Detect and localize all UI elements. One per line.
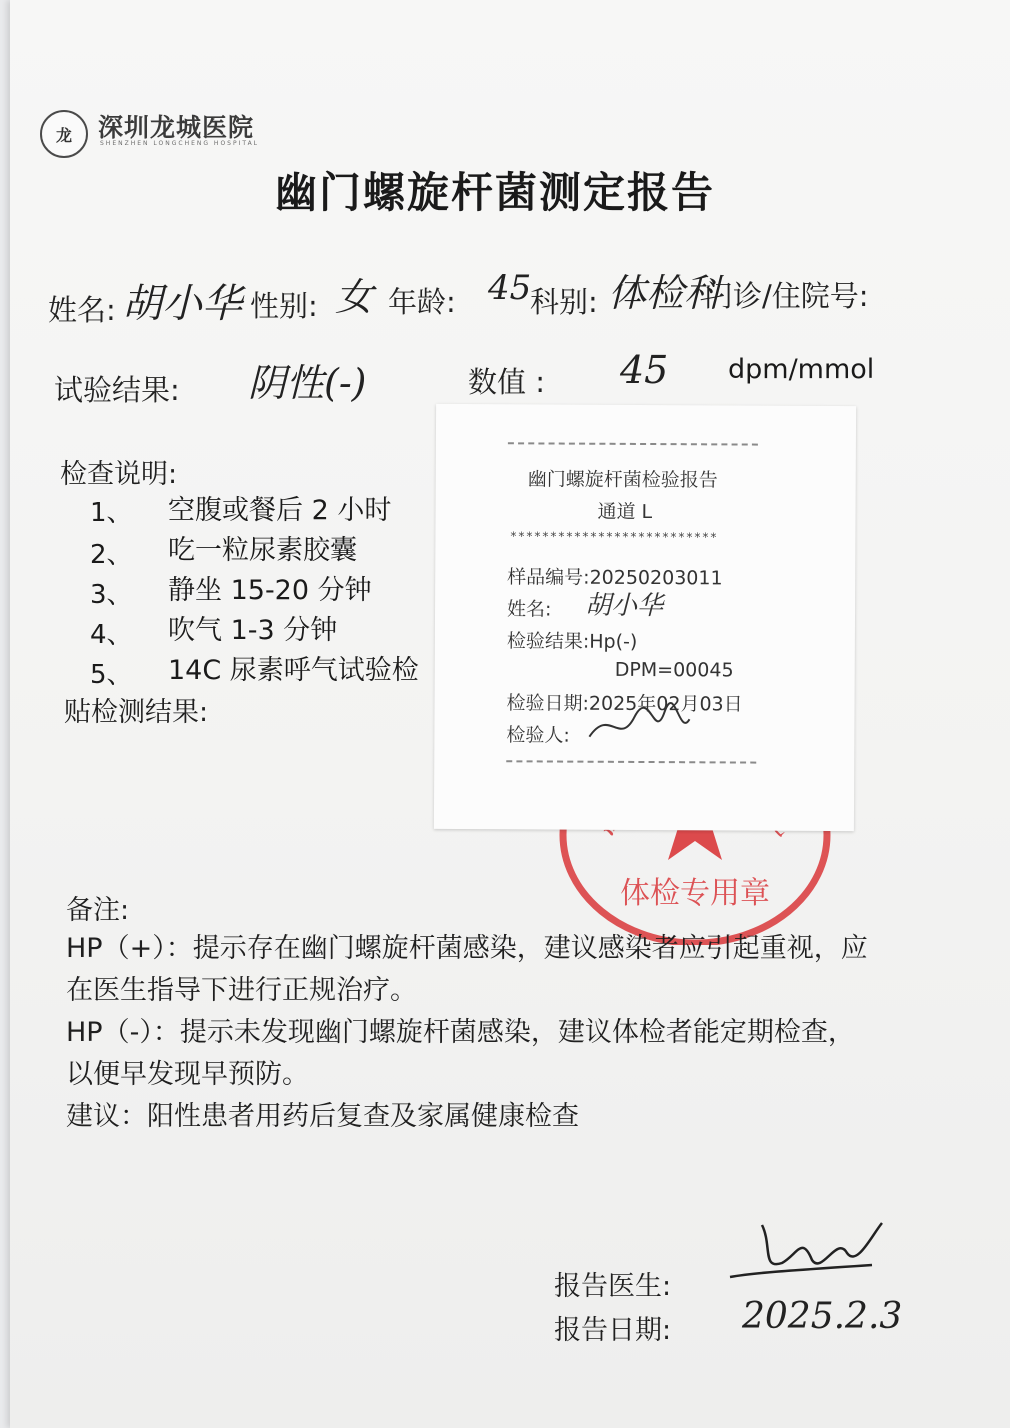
- receipt-sample: 样品编号:20250203011: [507, 566, 723, 590]
- instruction-num: 2、: [90, 540, 133, 570]
- remark-line: 在医生指导下进行正规治疗。: [66, 975, 417, 1006]
- receipt-divider: [508, 442, 758, 445]
- instruction-text: 静坐 15-20 分钟: [168, 575, 372, 606]
- hospital-name-en: SHENZHEN LONGCHENG HOSPITAL: [100, 140, 260, 147]
- instruction-num: 4、: [90, 620, 133, 650]
- instructions-heading: 检查说明:: [60, 459, 178, 490]
- seal-bottom-text: 体检专用章: [620, 876, 770, 911]
- hospital-logo-icon: 龙: [40, 110, 88, 158]
- dept-label: 科别:: [530, 285, 598, 319]
- report-date-value: 2025.2.3: [742, 1296, 903, 1337]
- instruction-num: 3、: [90, 580, 133, 610]
- dept-value: 体检科: [608, 271, 723, 315]
- instruction-text: 空腹或餐后 2 小时: [168, 495, 392, 526]
- doctor-signature-icon: [722, 1215, 892, 1295]
- age-value: 45: [488, 268, 532, 308]
- report-title: 幽门螺旋杆菌测定报告: [275, 168, 716, 217]
- result-value: 阴性(-): [248, 361, 367, 405]
- name-value: 胡小华: [122, 281, 242, 327]
- remark-line: 以便早发现早预防。: [66, 1059, 309, 1090]
- instruction-text: 14C 尿素呼气试验检: [168, 655, 419, 686]
- gender-label: 性别:: [250, 289, 318, 323]
- remark-line: 建议：阳性患者用药后复查及家属健康检查: [66, 1101, 579, 1132]
- instruction-text: 吹气 1-3 分钟: [168, 615, 338, 646]
- instruction-text: 吃一粒尿素胶囊: [168, 535, 357, 566]
- receipt-date: 检验日期:2025年02月03日: [506, 692, 743, 716]
- result-label: 试验结果:: [54, 373, 180, 407]
- report-date-label: 报告日期:: [554, 1315, 672, 1346]
- gender-value: 女: [335, 275, 374, 319]
- instruction-num: 5、: [90, 660, 133, 690]
- report-sheet: [10, 0, 1010, 1428]
- receipt-result: 检验结果:Hp(-): [506, 630, 638, 653]
- name-label: 姓名:: [48, 293, 116, 327]
- record-label: 门诊/住院号:: [704, 279, 869, 313]
- attach-result-label: 贴检测结果:: [64, 697, 209, 728]
- doctor-label: 报告医生:: [554, 1271, 672, 1302]
- receipt-dpm: DPM=00045: [614, 658, 734, 682]
- receipt-name-label: 姓名:: [506, 598, 552, 621]
- receipt-name-value: 胡小华: [584, 590, 664, 622]
- number-label: 数值 :: [468, 365, 545, 399]
- remarks-heading: 备注:: [66, 895, 130, 926]
- instruction-num: 1、: [90, 498, 133, 528]
- receipt-divider: [506, 760, 756, 763]
- hospital-name: 深圳龙城医院: [98, 113, 255, 142]
- receipt-stars: **************************: [510, 529, 719, 545]
- age-label: 年龄:: [388, 285, 456, 319]
- remark-line: HP（+）：提示存在幽门螺旋杆菌感染，建议感染者应引起重视，应: [66, 933, 868, 964]
- receipt-channel: 通道 L: [597, 500, 653, 524]
- receipt-title: 幽门螺旋杆菌检验报告: [527, 468, 718, 492]
- unit-label: dpm/mmol: [728, 354, 875, 385]
- receipt-inspector: 检验人:: [506, 724, 570, 747]
- remark-line: HP（-）：提示未发现幽门螺旋杆菌感染，建议体检者能定期检查，: [66, 1017, 855, 1048]
- number-value: 45: [620, 348, 669, 392]
- test-receipt: [434, 404, 856, 831]
- inspector-signature-icon: [584, 697, 694, 758]
